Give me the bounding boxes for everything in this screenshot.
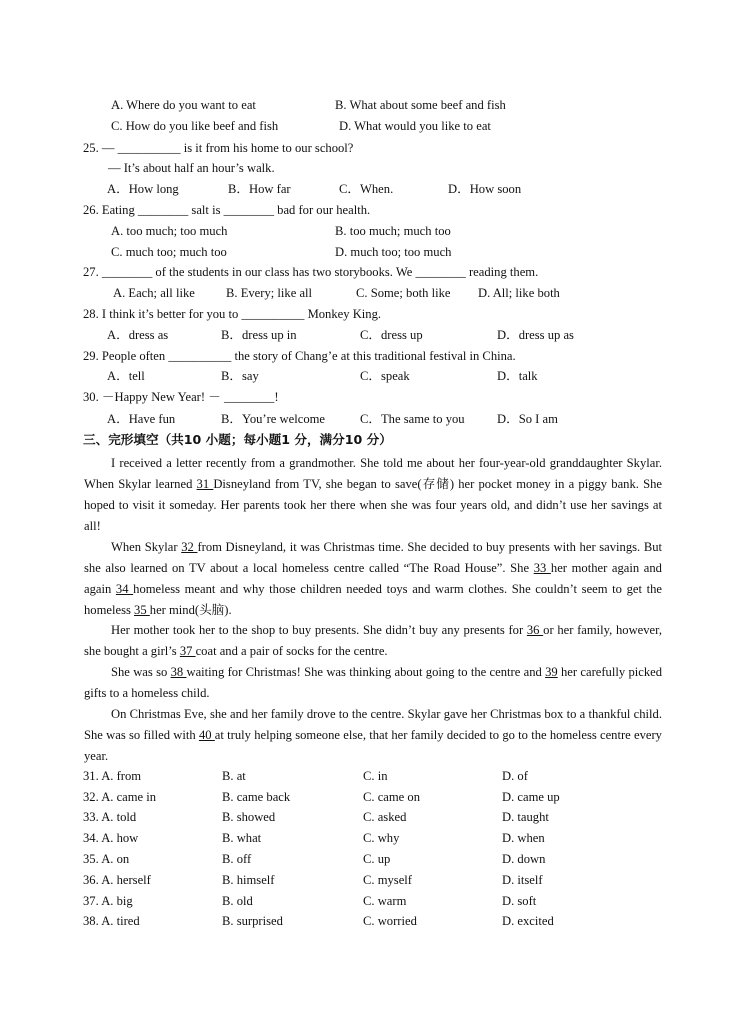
q24-option-a: A. Where do you want to eat — [111, 98, 256, 112]
blank-37: 37 — [179, 643, 196, 658]
q25-option-c: C．When. — [339, 182, 394, 196]
q27-option-b: B. Every; like all — [226, 286, 313, 300]
q24-option-b: B. What about some beef and fish — [335, 98, 506, 112]
q30-option-b: B．You’re welcome — [221, 412, 326, 426]
q25-reply: — It’s about half an hour’s walk. — [108, 161, 275, 175]
answer-31-c: C. in — [363, 769, 388, 783]
blank-40: 40 — [198, 727, 215, 742]
q25-option-a: A．How long — [107, 182, 179, 196]
blank-32: 32 — [181, 540, 198, 554]
passage-paragraph-5: On Christmas Eve, she and her family drove to the centre. Skylar gave her Christmas box to a thankful child. She was so filled with 40 at truly helping someone else, that her family decided to go to the homeless centre every year. — [84, 707, 662, 763]
q26-option-d: D. much too; too much — [335, 245, 452, 259]
passage-paragraph-3: Her mother took her to the shop to buy presents. She didn’t buy any presents for 36 or her family, however, she bought a girl’s 37 coat and a pair of socks for the centre. — [84, 623, 662, 658]
q28-option-d: D．dress up as — [497, 328, 574, 342]
q29-stem: 29. People often __________ the story of Chang’e at this traditional festival in China. — [83, 349, 516, 363]
q24-option-c: C. How do you like beef and fish — [111, 119, 279, 133]
q25-option-d: D．How soon — [448, 182, 522, 196]
answer-37-b: B. old — [222, 894, 253, 908]
q25-stem: 25. — __________ is it from his home to our school? — [83, 141, 354, 155]
q28-stem: 28. I think it’s better for you to __________ Monkey King. — [83, 307, 382, 321]
answer-34-a: 34. A. how — [83, 831, 139, 845]
q27-option-d: D. All; like both — [478, 286, 560, 300]
blank-34: 34 — [115, 581, 134, 596]
q27-option-a: A. Each; all like — [113, 286, 195, 300]
q27-stem: 27. ________ of the students in our class has two storybooks. We ________ reading them. — [83, 265, 539, 279]
answer-32-b: B. came back — [222, 790, 291, 804]
blank-35: 35 — [134, 602, 150, 617]
q30-option-d: D．So I am — [497, 412, 558, 426]
answer-36-b: B. himself — [222, 873, 275, 887]
q29-option-d: D．talk — [497, 369, 538, 383]
answer-37-a: 37. A. big — [83, 894, 133, 908]
answer-31-d: D. of — [502, 769, 528, 783]
q28-option-c: C．dress up — [360, 328, 423, 342]
answer-35-c: C. up — [363, 852, 391, 866]
q26-option-c: C. much too; much too — [111, 245, 227, 259]
answer-37-d: D. soft — [502, 894, 537, 908]
q29-option-b: B．say — [221, 369, 259, 383]
blank-38: 38 — [170, 665, 187, 679]
answer-32-c: C. came on — [363, 790, 421, 804]
answer-35-a: 35. A. on — [83, 852, 130, 866]
blank-31: 31 — [196, 476, 214, 491]
blank-33: 33 — [533, 560, 551, 575]
q30-option-c: C．The same to you — [360, 412, 465, 426]
answer-33-c: C. asked — [363, 810, 407, 824]
q28-option-a: A．dress as — [107, 328, 169, 342]
answer-38-c: C. worried — [363, 914, 417, 928]
passage-paragraph-1: I received a letter recently from a grandmother. She told me about her four-year-old granddaughter Skylar. When Skylar learned 31 Disneyland from TV, she began to save(存储) her pocket money in a piggy bank. She hoped to visit it someday. Her parents took her there when she was four years old, and didn’t use her savings at all! — [84, 456, 662, 533]
answer-33-b: B. showed — [222, 810, 276, 824]
answer-31-b: B. at — [222, 769, 246, 783]
answer-36-d: D. itself — [502, 873, 543, 887]
q29-option-c: C．speak — [360, 369, 410, 383]
q28-option-b: B．dress up in — [221, 328, 297, 342]
answer-32-d: D. came up — [502, 790, 560, 804]
q27-option-c: C. Some; both like — [356, 286, 451, 300]
blank-36: 36 — [526, 623, 544, 637]
blank-39: 39 — [545, 665, 558, 679]
answer-38-a: 38. A. tired — [83, 914, 140, 928]
q24-option-d: D. What would you like to eat — [339, 119, 491, 133]
q25-option-b: B．How far — [228, 182, 291, 196]
section-title: 三、完形填空（共10 小题；每小题1 分，满分10 分） — [83, 432, 392, 447]
answer-36-a: 36. A. herself — [83, 873, 151, 887]
answer-31-a: 31. A. from — [83, 769, 142, 783]
answer-36-c: C. myself — [363, 873, 412, 887]
q26-option-b: B. too much; much too — [335, 224, 451, 238]
answer-38-d: D. excited — [502, 914, 554, 928]
answer-35-b: B. off — [222, 852, 252, 866]
answer-33-a: 33. A. told — [83, 810, 137, 824]
q26-option-a: A. too much; too much — [111, 224, 228, 238]
q30-option-a: A．Have fun — [107, 412, 176, 426]
answer-37-c: C. warm — [363, 894, 407, 908]
answer-32-a: 32. A. came in — [83, 790, 157, 804]
answer-33-d: D. taught — [502, 810, 549, 824]
answer-34-d: D. when — [502, 831, 545, 845]
passage-paragraph-2: When Skylar 32 from Disneyland, it was Christmas time. She decided to buy presents with her savings. But she also learned on TV about a local homeless centre called “The Road House”. She 33 her mother again and again 34 homeless meant and why those children needed toys and warm clothes. She couldn’t seem to get the homeless 35 her mind(头脑). — [84, 540, 663, 617]
q30-stem: 30. －Happy New Year! － ________! — [83, 390, 279, 404]
passage-paragraph-4: She was so 38 waiting for Christmas! She was thinking about going to the centre and 39 her carefully picked gifts to a homeless child. — [84, 665, 663, 700]
answer-34-b: B. what — [222, 831, 262, 845]
answer-34-c: C. why — [363, 831, 400, 845]
answer-38-b: B. surprised — [222, 914, 283, 928]
q29-option-a: A．tell — [107, 369, 145, 383]
answer-35-d: D. down — [502, 852, 546, 866]
q26-stem: 26. Eating ________ salt is ________ bad for our health. — [83, 203, 371, 217]
